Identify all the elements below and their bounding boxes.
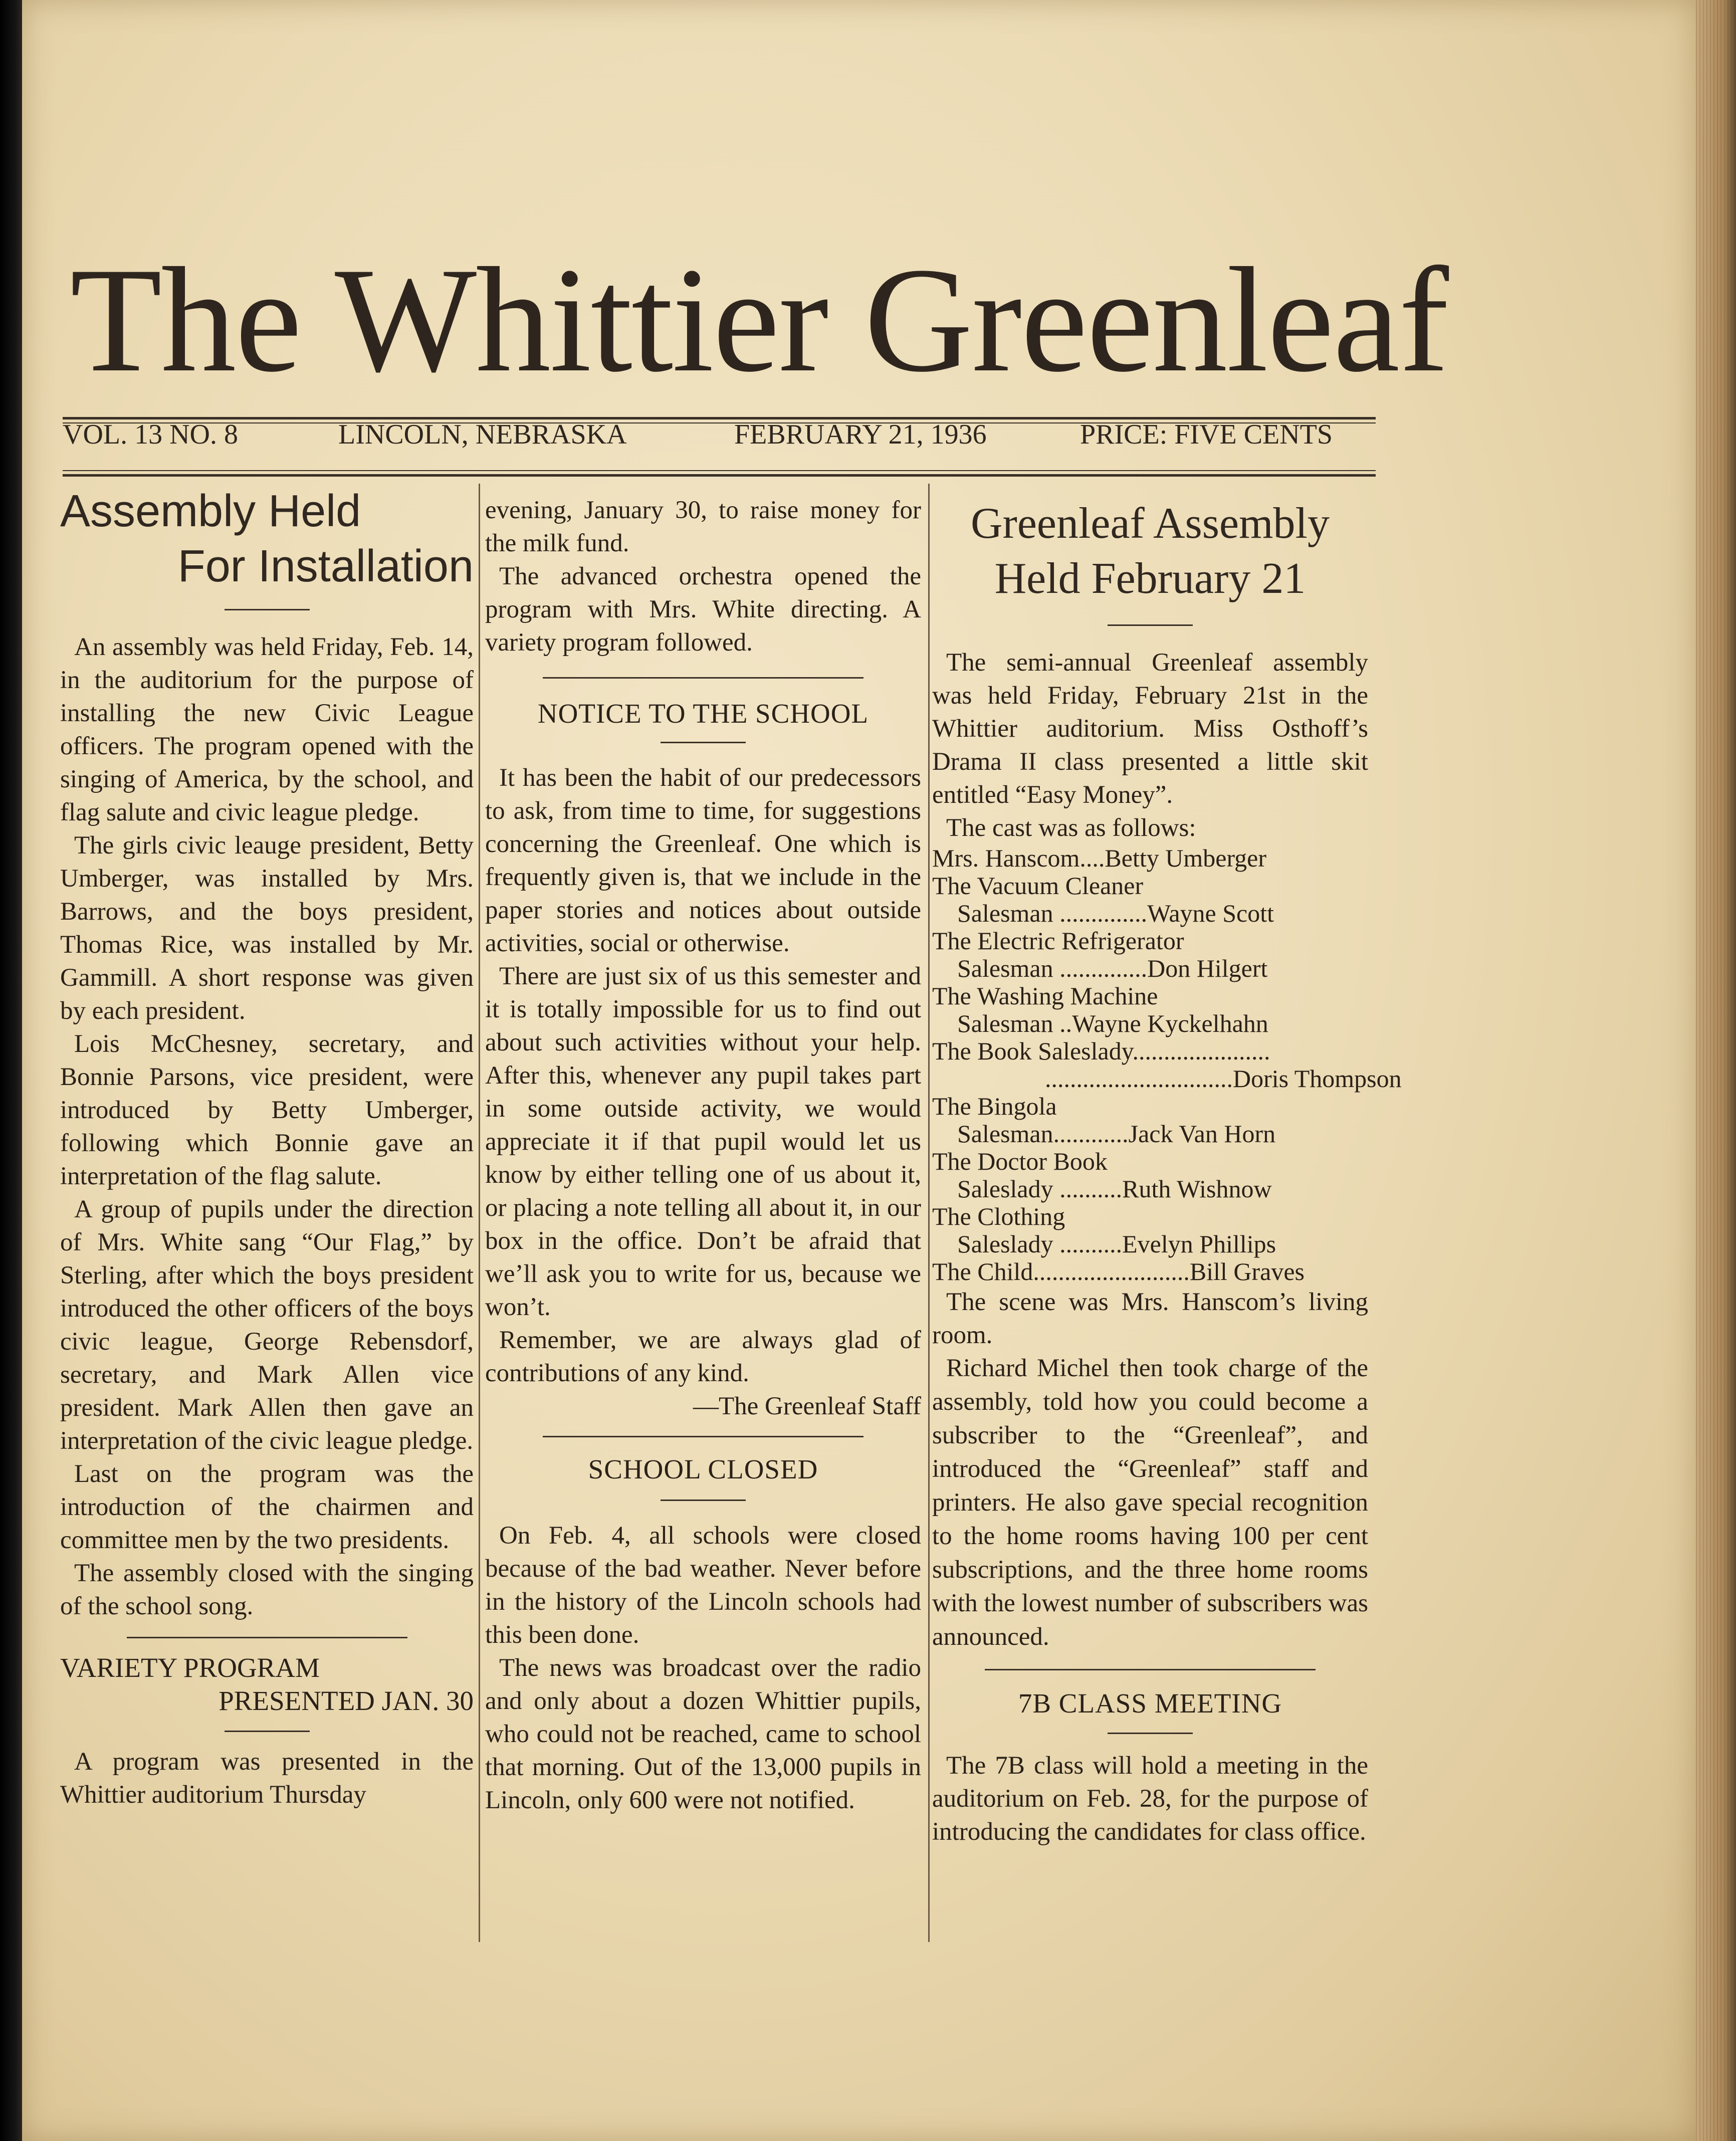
cast-row xyxy=(932,900,1368,927)
dateline-date: FEBRUARY 21, 1936 xyxy=(734,419,987,450)
cast-leader-dots: .............................. xyxy=(932,1064,1233,1093)
column-1 xyxy=(60,484,474,1811)
cast-role: Salesman xyxy=(932,1009,1053,1037)
headline-divider xyxy=(225,1731,310,1732)
paragraph: On Feb. 4, all schools were closed because of the bad weather. Never before in the history of the Lincoln schools had this been done. xyxy=(485,1522,921,1649)
column-divider-1 xyxy=(479,484,480,1942)
cast-leader-dots: .. xyxy=(1053,1009,1072,1037)
paragraph: The semi-annual Greenleaf assembly was held Friday, February 21st in the Whittier auditorium. Miss Osthoff’s Drama II class presented a little skit entitled “Easy Money”. xyxy=(932,649,1368,809)
paragraph: The assembly closed with the singing of the school song. xyxy=(60,1559,474,1620)
cast-row xyxy=(932,1203,1368,1230)
cast-role: Salesman xyxy=(932,1120,1053,1148)
dateline-price: PRICE: FIVE CENTS xyxy=(1080,419,1333,450)
headline-divider xyxy=(661,1500,746,1501)
paragraph: A group of pupils under the direction of Mrs. White sang “Our Flag,” by Sterling, after which the boys president introduced the other officers of the boys civic league, George Rebensdorf, secretary, and Mark Allen vice president. Mark Allen then gave an interpretation of the civic league pledge. xyxy=(60,1195,474,1455)
cast-role: Salesman xyxy=(932,899,1053,927)
class-meeting-headline: 7B CLASS MEETING xyxy=(1018,1688,1282,1719)
cast-role: Salesman xyxy=(932,954,1053,982)
paragraph: Remember, we are always glad of contributions of any kind. xyxy=(485,1326,921,1387)
cast-row xyxy=(932,1120,1368,1148)
cast-row xyxy=(932,955,1368,982)
column-divider-2 xyxy=(928,484,930,1942)
cast-role: Saleslady xyxy=(932,1175,1053,1203)
cast-leader-dots: .... xyxy=(1079,844,1105,872)
paragraph: It has been the habit of our predecessors to ask, from time to time, for suggestions concerning the Greenleaf. One which is frequently given is, that we include in the paper stories and notices about outside activities, social or otherwise. xyxy=(485,764,921,957)
notice-headline: NOTICE TO THE SCHOOL xyxy=(537,698,869,729)
cast-role: Mrs. Hanscom xyxy=(932,844,1080,872)
column-3 xyxy=(932,496,1402,1848)
variety-paragraph-2: The advanced orchestra opened the program with Mrs. White directing. A variety program followed. xyxy=(485,562,921,657)
cast-actor: Evelyn Phillips xyxy=(1122,1230,1276,1258)
section-divider xyxy=(127,1637,407,1638)
cast-row xyxy=(932,1148,1368,1175)
headline-line-1: Greenleaf Assembly xyxy=(971,499,1330,548)
headline-line-2: Held February 21 xyxy=(994,554,1306,603)
cast-role: The Vacuum Cleaner xyxy=(932,872,1144,900)
cast-actor: Wayne Scott xyxy=(1147,899,1274,927)
variety-headline-line-2: PRESENTED JAN. 30 xyxy=(219,1685,474,1716)
school-closed-headline: SCHOOL CLOSED xyxy=(588,1454,818,1484)
paragraph: Last on the program was the introduction of the chairmen and committee men by the two presidents. xyxy=(60,1460,474,1554)
article-installation-headline xyxy=(60,484,474,594)
paragraph: The girls civic leauge president, Betty Umberger, was installed by Mrs. Barrows, and the boys president, Thomas Rice, was installed by Mr. Gammill. A short response was given by each president. xyxy=(60,831,474,1025)
cast-actor: Betty Umberger xyxy=(1105,844,1267,872)
headline-divider xyxy=(1108,1733,1193,1734)
cast-leader-dots: .......... xyxy=(1053,1230,1123,1258)
cast-role: The Child xyxy=(932,1257,1033,1286)
section-divider xyxy=(543,1436,863,1437)
headline-divider xyxy=(661,742,746,743)
cast-row xyxy=(932,1258,1368,1286)
paragraph: The news was broadcast over the radio and only about a dozen Whittier pupils, who could not be reached, came to school that morning. Out of the 13,000 pupils in Lincoln, only 600 were not notified. xyxy=(485,1654,921,1814)
cast-row xyxy=(932,1064,1402,1093)
dateline-rule-bottom xyxy=(63,470,1376,471)
variety-paragraph: A program was presented in the Whittier auditorium Thursday xyxy=(60,1748,474,1809)
variety-continued: evening, January 30, to raise money for the milk fund. xyxy=(485,496,921,557)
cast-actor: Doris Thompson xyxy=(1233,1064,1402,1093)
cast-intro: The cast was as follows: xyxy=(946,814,1196,842)
cast-list xyxy=(932,844,1402,1286)
article-greenleaf-headline xyxy=(932,496,1368,606)
cast-actor: Ruth Wishnow xyxy=(1122,1175,1272,1203)
headline-divider xyxy=(1108,624,1193,626)
cast-role: The Book Saleslady xyxy=(932,1037,1133,1065)
cast-actor: Don Hilgert xyxy=(1147,954,1268,982)
cast-role: Saleslady xyxy=(932,1230,1053,1258)
cast-role: The Clothing xyxy=(932,1202,1065,1230)
paragraph: An assembly was held Friday, Feb. 14, in the auditorium for the purpose of installing the new Civic League officers. The program opened with the singing of America, by the school, and flag salute and civic league pledge. xyxy=(60,633,474,826)
cast-role: The Bingola xyxy=(932,1092,1057,1120)
cast-actor: Bill Graves xyxy=(1189,1257,1305,1286)
variety-headline xyxy=(60,1651,474,1718)
cast-leader-dots: ...................... xyxy=(1132,1037,1270,1065)
notice-signature: —The Greenleaf Staff xyxy=(693,1392,921,1420)
cast-leader-dots: ......................... xyxy=(1033,1257,1190,1286)
cast-leader-dots: .......... xyxy=(1053,1175,1123,1203)
dateline-place: LINCOLN, NEBRASKA xyxy=(338,419,627,450)
cast-row xyxy=(932,1230,1368,1258)
paragraph: Richard Michel then took charge of the assembly, told how you could become a subscriber to the “Greenleaf”, and introduced the “Greenleaf” staff and printers. He also gave special recognition to the home rooms having 100 per cent subscriptions, and the three home rooms with the lowest number of subscribers was announced. xyxy=(932,1354,1368,1651)
cast-leader-dots: ............ xyxy=(1053,1120,1129,1148)
cast-row xyxy=(932,1010,1368,1037)
headline-line-2: For Installation xyxy=(177,541,474,591)
headline-line-1: Assembly Held xyxy=(60,486,361,536)
cast-row xyxy=(932,872,1368,900)
paragraph: There are just six of us this semester and it is totally impossible for us to find out about such activities without your help. After this, whenever any pupil takes part in some outside activity, we would appreciate it if that pupil would let us know by either telling one of us about it, or placing a note telling all about it, in our box in the office. Don’t be afraid that we’ll ask you to write for us, because we won’t. xyxy=(485,962,921,1321)
cast-role: The Washing Machine xyxy=(932,982,1158,1010)
cast-row xyxy=(932,1175,1368,1203)
binding-spine xyxy=(0,0,22,2141)
paragraph: The scene was Mrs. Hanscom’s living room. xyxy=(932,1288,1368,1349)
paragraph: The 7B class will hold a meeting in the auditorium on Feb. 28, for the purpose of introducing the candidates for class office. xyxy=(932,1752,1368,1846)
section-divider xyxy=(985,1669,1316,1670)
cast-actor: Jack Van Horn xyxy=(1128,1120,1276,1148)
cast-leader-dots: .............. xyxy=(1053,954,1148,982)
masthead-title: The Whittier Greenleaf xyxy=(70,237,1448,403)
cast-row xyxy=(932,844,1368,872)
dateline xyxy=(63,418,1376,459)
cast-role: The Doctor Book xyxy=(932,1147,1108,1175)
column-2 xyxy=(485,494,921,1817)
dateline-rule-bottom-thick xyxy=(63,474,1376,477)
cast-actor: Wayne Kyckelhahn xyxy=(1072,1009,1268,1037)
cast-leader-dots: .............. xyxy=(1053,899,1148,927)
volume-number: VOL. 13 NO. 8 xyxy=(63,419,238,450)
variety-headline-line-1: VARIETY PROGRAM xyxy=(60,1652,320,1683)
cast-row xyxy=(932,1037,1368,1065)
page-edges xyxy=(1696,0,1736,2141)
cast-role: The Electric Refrigerator xyxy=(932,927,1184,955)
cast-row xyxy=(932,927,1368,955)
cast-row xyxy=(932,982,1368,1010)
headline-divider xyxy=(225,609,310,610)
section-divider xyxy=(543,677,863,679)
paragraph: Lois McChesney, secretary, and Bonnie Parsons, vice president, were introduced by Betty Umberger, following which Bonnie gave an interpretation of the flag salute. xyxy=(60,1030,474,1190)
article-installation-body xyxy=(60,630,474,1623)
cast-row xyxy=(932,1093,1368,1120)
